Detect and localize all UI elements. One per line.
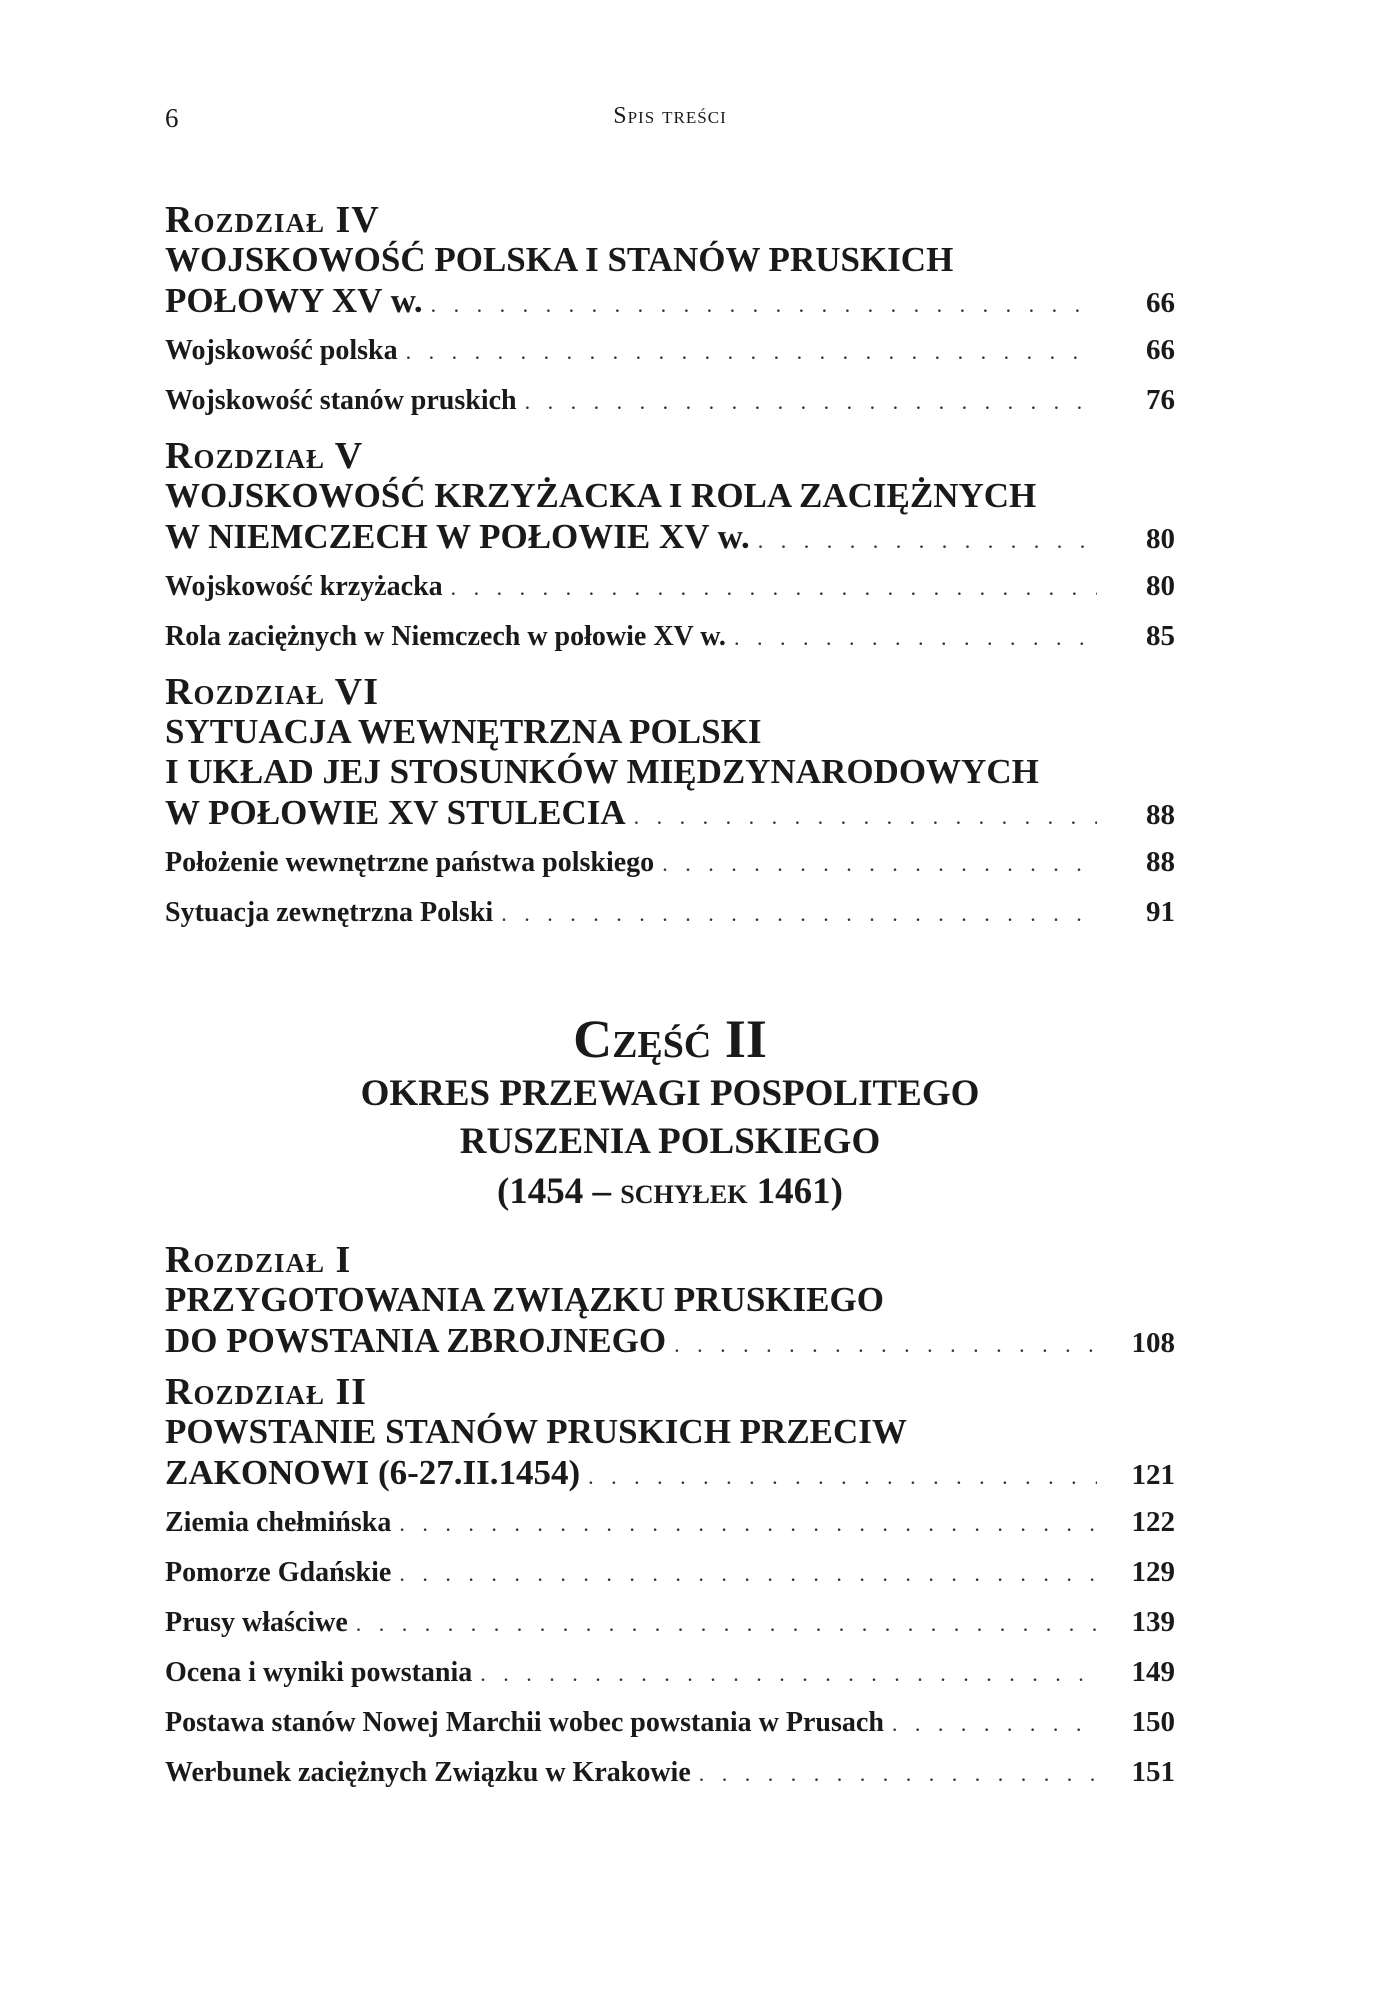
leader-dots — [588, 1456, 1097, 1498]
chapter-title-line: SYTUACJA WEWNĘTRZNA POLSKI — [165, 712, 762, 751]
chapter-title-line: PRZYGOTOWANIA ZWIĄZKU PRUSKIEGO — [165, 1280, 884, 1319]
page-ref: 108 — [1131, 1327, 1175, 1359]
page-ref: 66 — [1146, 334, 1175, 366]
chapter-label: Rozdział II — [165, 1371, 368, 1413]
section-entry[interactable] — [165, 376, 1175, 426]
running-title: Spis treści — [613, 103, 727, 129]
section-label: Ocena i wyniki powstania — [165, 1657, 473, 1688]
section-entry[interactable] — [165, 612, 1175, 662]
section-entry[interactable] — [165, 1498, 1175, 1548]
page-ref: 85 — [1146, 620, 1175, 652]
chapter-title-line: POWSTANIE STANÓW PRUSKICH PRZECIW — [165, 1412, 907, 1451]
chapter-title-entry[interactable] — [165, 1452, 1175, 1498]
page-ref: 80 — [1146, 523, 1175, 555]
section-entry[interactable] — [165, 326, 1175, 376]
chapter-title-entry[interactable] — [165, 792, 1175, 838]
part-title-line: RUSZENIA POLSKIEGO — [459, 1121, 881, 1162]
section-label: Postawa stanów Nowej Marchii wobec powstania w Prusach — [165, 1707, 884, 1738]
section-label: Prusy właściwe — [165, 1607, 348, 1638]
leader-dots — [399, 1550, 1097, 1598]
page-number: 6 — [165, 103, 179, 133]
chapter-label: Rozdział I — [165, 1239, 352, 1281]
part-label: Część II — [573, 1009, 767, 1069]
leader-dots — [758, 520, 1097, 562]
section-label: Rola zaciężnych w Niemczech w połowie XV w. — [165, 621, 726, 652]
section-label: Położenie wewnętrzne państwa polskiego — [165, 847, 655, 878]
chapter-entry — [165, 1240, 1175, 1366]
page-ref: 76 — [1146, 384, 1175, 416]
leader-dots — [431, 284, 1097, 326]
section-label: Wojskowość polska — [165, 335, 398, 366]
chapter-title-last: POŁOWY XV w. — [165, 281, 423, 320]
chapter-title-entry[interactable] — [165, 516, 1175, 562]
leader-dots — [451, 564, 1097, 612]
chapter-label: Rozdział IV — [165, 199, 380, 241]
section-label: Werbunek zaciężnych Związku w Krakowie — [165, 1757, 691, 1788]
part-dates: (1454 – schyłek 1461) — [496, 1171, 844, 1212]
page-ref: 80 — [1146, 570, 1175, 602]
leader-dots — [480, 1650, 1097, 1698]
page-ref: 121 — [1131, 1459, 1175, 1491]
page-ref: 88 — [1146, 846, 1175, 878]
part-heading — [165, 1008, 1175, 1218]
part-title-line: OKRES PRZEWAGI POSPOLITEGO — [360, 1073, 980, 1114]
leader-dots — [892, 1700, 1097, 1748]
leader-dots — [734, 614, 1097, 662]
leader-dots — [356, 1600, 1097, 1648]
section-label: Sytuacja zewnętrzna Polski — [165, 897, 494, 928]
leader-dots — [662, 840, 1097, 888]
chapter-entry — [165, 200, 1175, 426]
toc-bottom — [165, 1240, 1175, 1798]
chapter-title-entry[interactable] — [165, 1320, 1175, 1366]
page-ref: 129 — [1131, 1556, 1175, 1588]
chapter-title-line: WOJSKOWOŚĆ KRZYŻACKA I ROLA ZACIĘŻNYCH — [165, 476, 1037, 515]
section-label: Ziemia chełmińska — [165, 1507, 392, 1538]
chapter-label: Rozdział V — [165, 435, 364, 477]
chapter-title-last: W POŁOWIE XV STULECIA — [165, 793, 626, 832]
page-ref: 150 — [1131, 1706, 1175, 1738]
section-label: Wojskowość krzyżacka — [165, 571, 443, 602]
page-ref: 66 — [1146, 287, 1175, 319]
leader-dots — [501, 890, 1097, 938]
section-entry[interactable] — [165, 1748, 1175, 1798]
page-ref: 151 — [1131, 1756, 1175, 1788]
leader-dots — [399, 1500, 1097, 1548]
page-ref: 122 — [1131, 1506, 1175, 1538]
page-ref: 88 — [1146, 799, 1175, 831]
chapter-title-entry[interactable] — [165, 280, 1175, 326]
toc-top — [165, 200, 1175, 938]
section-entry[interactable] — [165, 1648, 1175, 1698]
leader-dots — [525, 378, 1097, 426]
section-entry[interactable] — [165, 562, 1175, 612]
section-entry[interactable] — [165, 1598, 1175, 1648]
page-ref: 91 — [1146, 896, 1175, 928]
chapter-title-last: W NIEMCZECH W POŁOWIE XV w. — [165, 517, 750, 556]
chapter-title-line: WOJSKOWOŚĆ POLSKA I STANÓW PRUSKICH — [165, 240, 954, 279]
chapter-entry — [165, 1372, 1175, 1798]
chapter-label: Rozdział VI — [165, 671, 380, 713]
section-entry[interactable] — [165, 838, 1175, 888]
chapter-title-line: I UKŁAD JEJ STOSUNKÓW MIĘDZYNARODOWYCH — [165, 752, 1039, 791]
leader-dots — [406, 328, 1097, 376]
leader-dots — [634, 796, 1097, 838]
leader-dots — [674, 1324, 1097, 1366]
section-label: Pomorze Gdańskie — [165, 1557, 392, 1588]
chapter-entry — [165, 436, 1175, 662]
page-ref: 149 — [1131, 1656, 1175, 1688]
running-head — [165, 103, 1175, 133]
page-ref: 139 — [1131, 1606, 1175, 1638]
section-entry[interactable] — [165, 1548, 1175, 1598]
chapter-title-last: DO POWSTANIA ZBROJNEGO — [165, 1321, 667, 1360]
leader-dots — [699, 1750, 1097, 1798]
chapter-title-last: ZAKONOWI (6-27.II.1454) — [165, 1453, 581, 1492]
section-entry[interactable] — [165, 1698, 1175, 1748]
section-label: Wojskowość stanów pruskich — [165, 385, 517, 416]
section-entry[interactable] — [165, 888, 1175, 938]
chapter-entry — [165, 672, 1175, 938]
